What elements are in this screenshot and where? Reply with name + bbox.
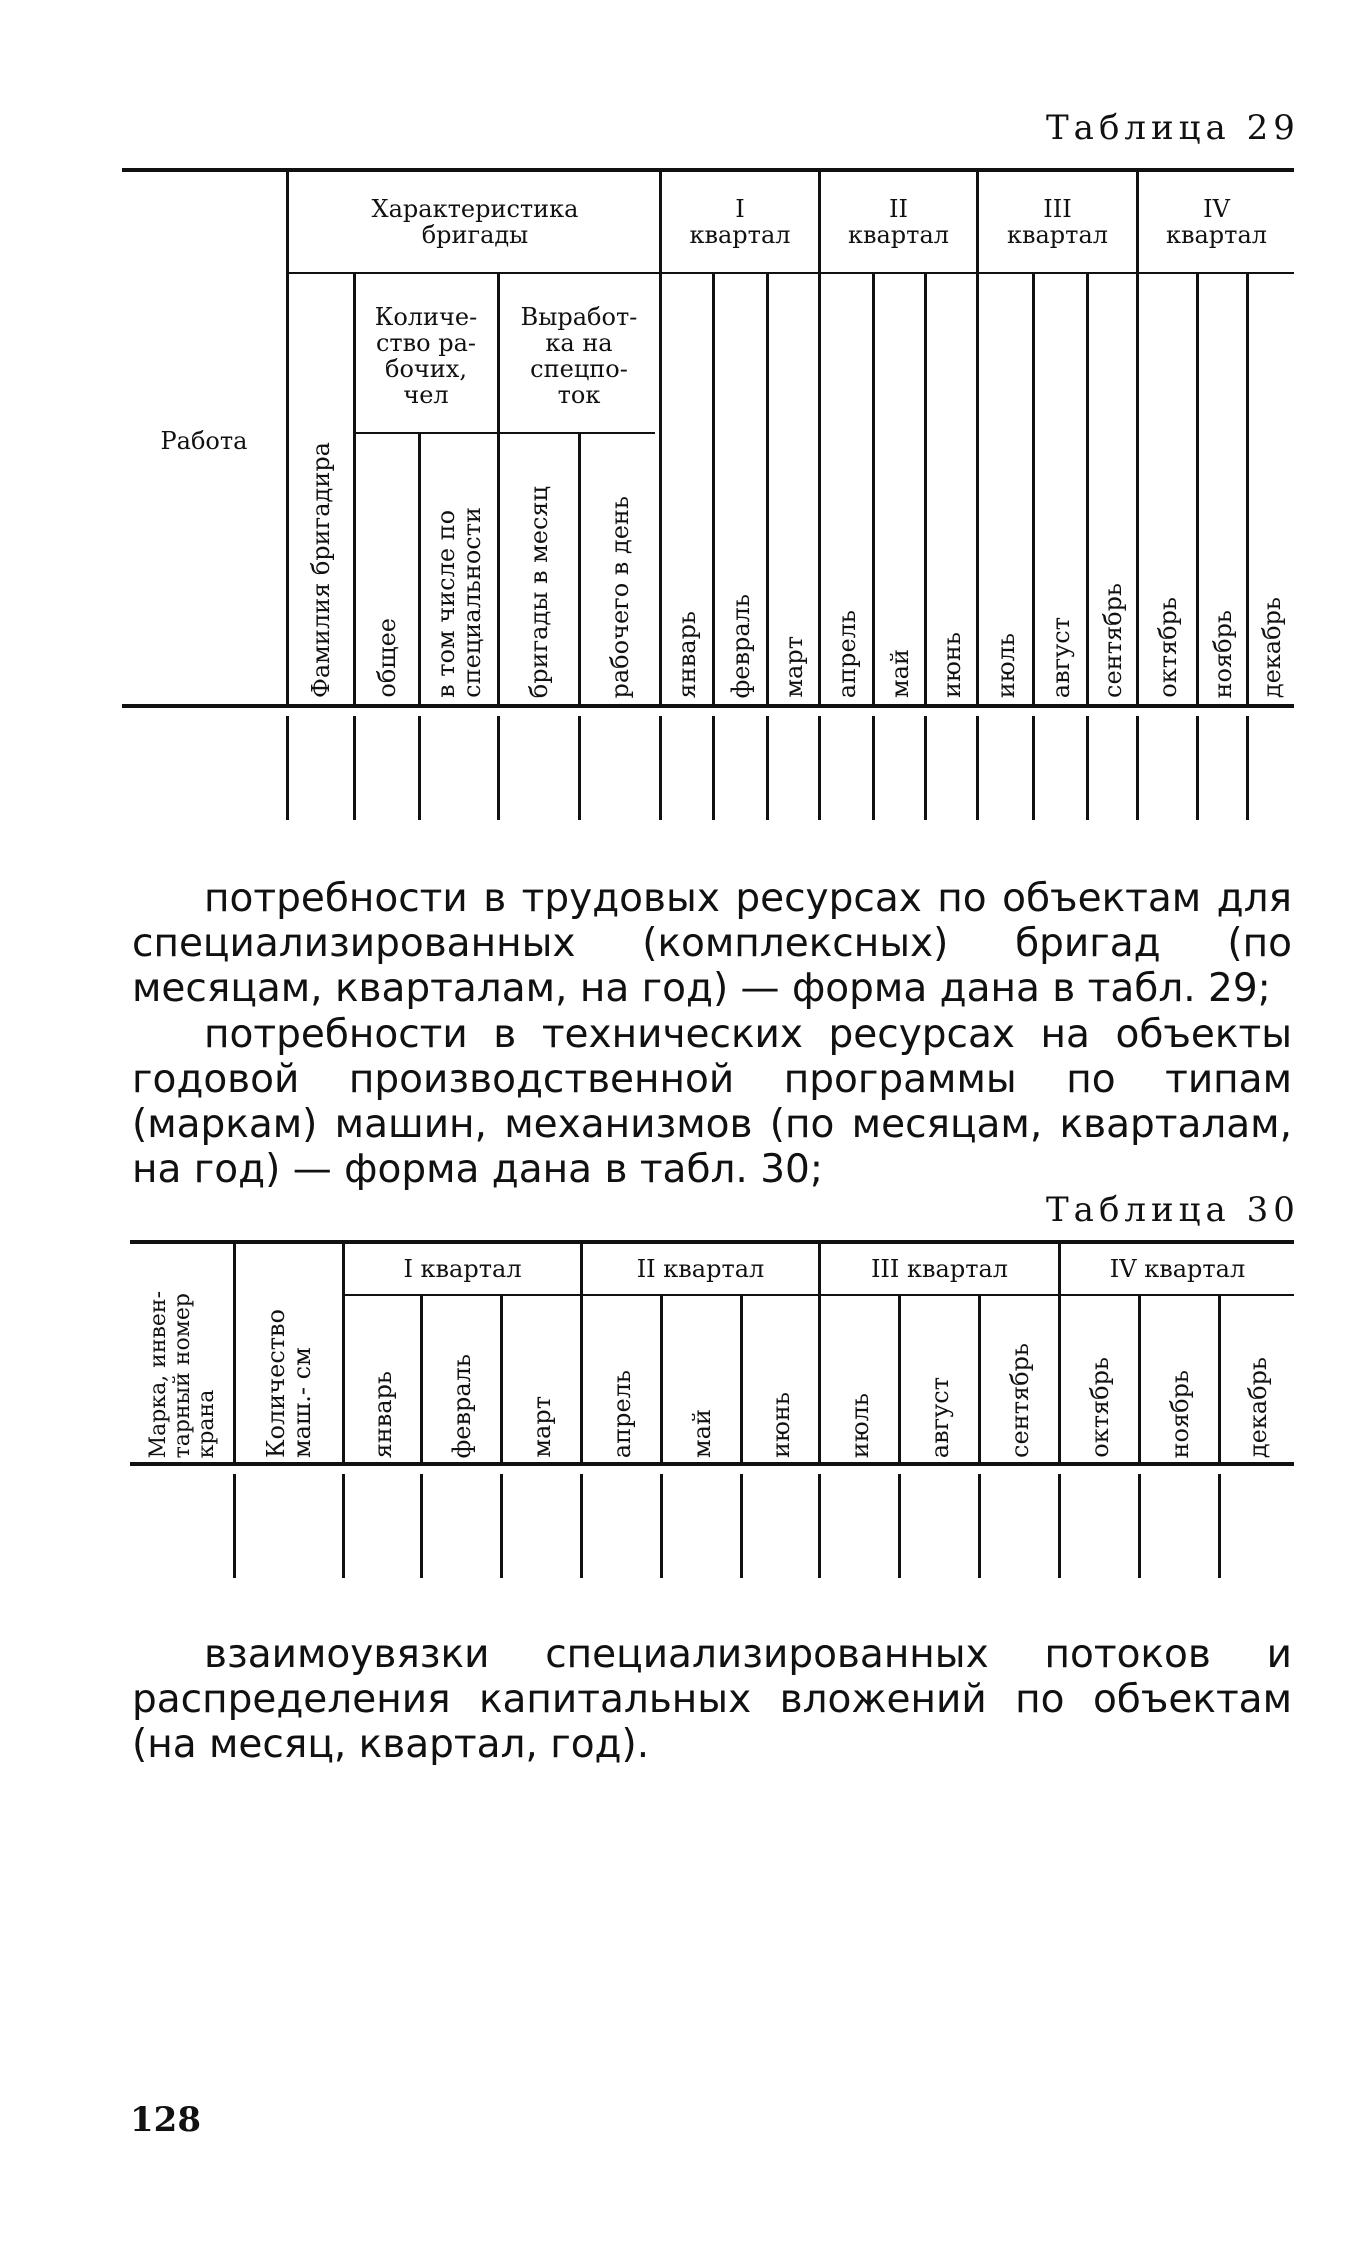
t29-body-divider xyxy=(578,716,581,820)
t30-month-mar: март xyxy=(527,1396,556,1458)
t29-body-divider xyxy=(353,716,356,820)
t30-month-sep: сентябрь xyxy=(1005,1343,1034,1458)
t29-quarter-2: II квартал xyxy=(847,195,949,249)
t29-month-sep: сентябрь xyxy=(1098,583,1127,698)
t29-top-rule xyxy=(122,168,1294,172)
t30-month-aug: август xyxy=(925,1376,954,1458)
t29-foreman-header: Фамилия бригадира xyxy=(307,441,335,698)
t29-quarter-4: IV квартал xyxy=(1165,195,1267,249)
paragraph-coordination: взаимоувязки специализированных потоков и распределения капитальных вложений по объектам (на месяц, квартал, год). xyxy=(132,1632,1292,1767)
table-30-caption: Таблица 30 xyxy=(1046,1190,1300,1230)
t30-body-divider xyxy=(660,1474,663,1578)
t29-month-apr: апрель xyxy=(832,609,861,698)
t30-body-divider xyxy=(500,1474,503,1578)
t30-quarter-1: I квартал xyxy=(403,1255,522,1283)
t30-month-dec: декабрь xyxy=(1243,1356,1272,1458)
t29-header-bottom-rule xyxy=(122,704,1294,708)
t30-quarter-2: II квартал xyxy=(636,1255,765,1283)
t29-body-divider xyxy=(1136,716,1139,820)
table-29-caption: Таблица 29 xyxy=(1046,108,1300,148)
t29-body-divider xyxy=(1086,716,1089,820)
t29-body-divider xyxy=(976,716,979,820)
t29-body-divider xyxy=(1032,716,1035,820)
t29-body-divider xyxy=(659,716,662,820)
t29-body-divider xyxy=(286,716,289,820)
t30-body-divider xyxy=(978,1474,981,1578)
t29-month-aug: август xyxy=(1046,616,1075,698)
t29-workers-header: Количе- ство ра- бочих, чел xyxy=(374,303,478,409)
t29-month-jun: июнь xyxy=(937,632,966,698)
t29-worker-day-header: рабочего в день xyxy=(606,495,634,698)
t30-month-may: май xyxy=(687,1409,716,1458)
t29-brigade-header: Характеристика бригады xyxy=(371,195,579,249)
t30-header-bottom-rule xyxy=(130,1462,1294,1466)
t29-body-divider xyxy=(712,716,715,820)
t29-month-mar: март xyxy=(779,636,808,698)
t30-quarter-3: III квартал xyxy=(870,1255,1009,1283)
t29-output-header: Выработ- ка на спецпо- ток xyxy=(520,303,638,409)
t29-month-nov: ноябрь xyxy=(1208,609,1237,698)
t30-body-divider xyxy=(1218,1474,1221,1578)
t29-body-divider xyxy=(818,716,821,820)
t29-body-divider xyxy=(1246,716,1249,820)
t30-month-jan: январь xyxy=(368,1370,397,1458)
t30-body-divider xyxy=(233,1474,236,1578)
t30-month-nov: ноябрь xyxy=(1165,1369,1194,1458)
t29-month-feb: февраль xyxy=(726,593,755,698)
t30-month-jul: июль xyxy=(845,1392,874,1458)
t29-total-header: общее xyxy=(373,618,401,698)
page-number: 128 xyxy=(130,2100,201,2140)
t29-body-divider xyxy=(418,716,421,820)
t30-count-header: Количество маш.- см xyxy=(262,1308,316,1458)
t29-month-dec: декабрь xyxy=(1257,596,1286,698)
t29-body-divider xyxy=(766,716,769,820)
t30-quarter-4: IV квартал xyxy=(1109,1255,1246,1283)
t30-mark-header: Марка, инвен- тарный номер крана xyxy=(146,1290,219,1458)
t30-month-feb: февраль xyxy=(447,1353,476,1458)
t30-body-divider xyxy=(420,1474,423,1578)
t29-body-divider xyxy=(1196,716,1199,820)
t30-top-rule xyxy=(130,1240,1294,1244)
t30-body-divider xyxy=(1058,1474,1061,1578)
t29-body-divider xyxy=(924,716,927,820)
t29-work-header: Работа xyxy=(160,427,248,455)
paragraph-labor-resources: потребности в трудовых ресурсах по объектам для специализированных (комплексных) бригад (по месяцам, кварталам, на год) — форма дана в табл. 29; xyxy=(132,876,1292,1011)
t30-body-divider xyxy=(580,1474,583,1578)
t30-month-oct: октябрь xyxy=(1085,1357,1114,1458)
t29-month-jan: январь xyxy=(673,610,701,698)
t29-specialty-header: в том числе по специальности xyxy=(432,507,486,698)
t29-quarter-1: I квартал xyxy=(689,195,791,249)
t29-quarter-3: III квартал xyxy=(1006,195,1108,249)
t29-quarter-rule xyxy=(288,272,1294,274)
paragraph-technical-resources: потребности в технических ресурсах на объекты годовой производственной программы по типам (маркам) машин, механизмов (по месяцам, кварталам, на год) — форма дана в табл. 30; xyxy=(132,1012,1292,1192)
t29-body-divider xyxy=(872,716,875,820)
t30-body-divider xyxy=(740,1474,743,1578)
t30-month-jun: июнь xyxy=(766,1392,795,1458)
t30-body-divider xyxy=(342,1474,345,1578)
t30-body-divider xyxy=(1138,1474,1141,1578)
t30-body-divider xyxy=(898,1474,901,1578)
t29-month-jul: июль xyxy=(991,632,1020,698)
t29-month-may: май xyxy=(885,649,914,698)
t30-body-divider xyxy=(818,1474,821,1578)
t30-month-apr: апрель xyxy=(607,1369,636,1458)
t29-month-oct: октябрь xyxy=(1153,597,1182,698)
t29-sub-rule xyxy=(355,432,655,434)
t29-body-divider xyxy=(497,716,500,820)
t29-brigade-month-header: бригады в месяц xyxy=(525,485,553,698)
